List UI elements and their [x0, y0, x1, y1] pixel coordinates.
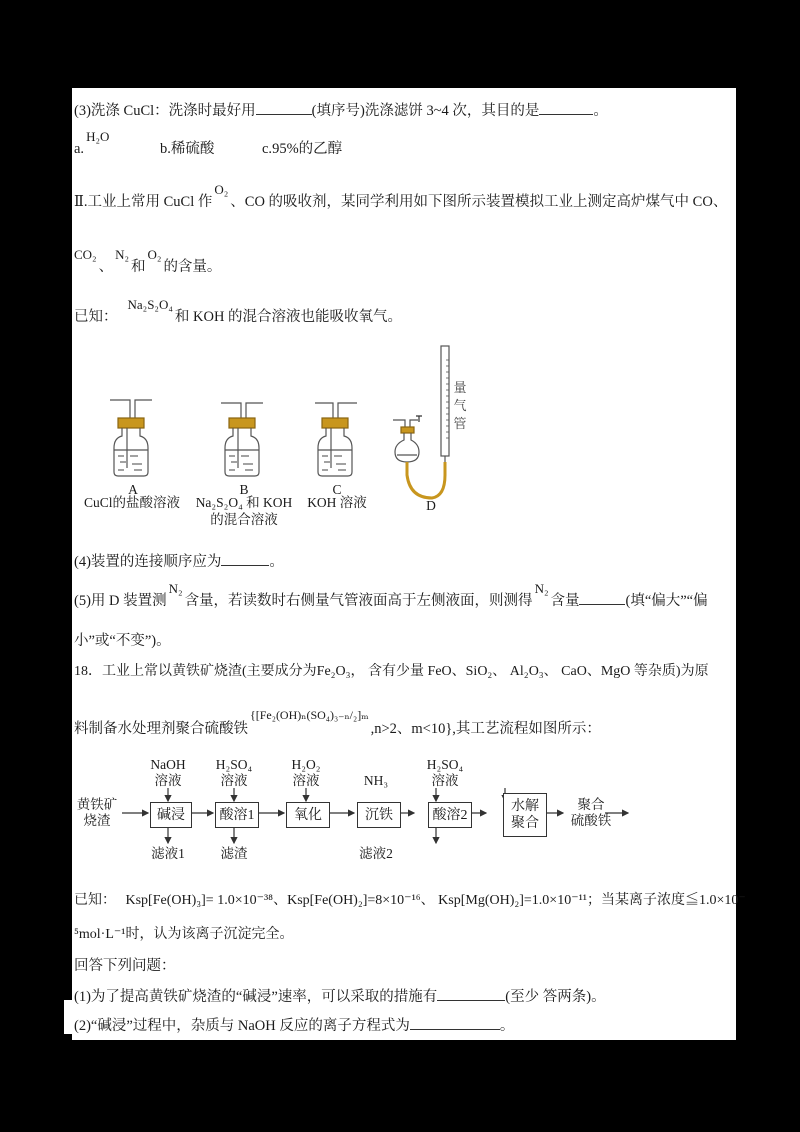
q18-1-end: (至少 答两条)。 [505, 989, 606, 1005]
output-filtrate-1: 滤液1 [151, 846, 185, 861]
q3-text-b: (填序号)洗涤滤饼 3~4 次，其目的是 [311, 103, 540, 119]
q5-text-a: (5)用 D 装置测 [74, 593, 167, 609]
reagent-h2so4-1: H₂SO₄ 溶液 [215, 757, 253, 788]
gas-washing-bottle-c-icon [315, 403, 357, 476]
input-material: 黄铁矿 烧渣 [76, 797, 118, 828]
option-a-formula: H₂O [86, 129, 110, 144]
part2-known [74, 297, 403, 326]
q18-line1: 18．工业上常以黄铁矿烧渣(主要成分为Fe₂O₃， 含有少量 FeO、SiO₂、 Al₂O₃、 CaO、MgO 等杂质)为原 [74, 664, 709, 679]
part2-end: 的含量。 [163, 259, 222, 275]
ksp-fe-oh-2: Ksp[Fe(OH)₂]=8×10⁻¹⁶ [287, 893, 421, 908]
ksp-fe-oh-3: Ksp[Fe(OH)₃]= 1.0×10⁻³⁸ [125, 893, 274, 908]
q5-line1 [74, 581, 708, 610]
step-acid-dissolve-1: 酸溶1 [215, 802, 259, 828]
and-text: 和 [131, 259, 146, 275]
desc-a: CuCl的盐酸溶液 [83, 495, 180, 510]
q18-2-text: (2)“碱浸”过程中，杂质与 NaOH 反应的离子方程式为 [74, 1018, 410, 1034]
q3-blank-2[interactable] [539, 100, 593, 115]
formula-n2: N₂ [534, 581, 549, 596]
q5-text-c: 含量 [550, 593, 580, 609]
gas-burette-apparatus-d-icon [393, 346, 449, 498]
reagent-nh3: NH₃ [363, 773, 389, 788]
formula-n2: N₂ [115, 247, 130, 262]
reagent-h2so4-2: H₂SO₄ 溶液 [426, 757, 464, 788]
formula-n2: N₂ [168, 581, 183, 596]
formula-o2: O₂ [214, 182, 229, 197]
product: 聚合 硫酸铁 [570, 797, 612, 828]
reagent-h2o2: H₂O₂ 溶液 [291, 757, 321, 788]
burette-label: 量气管 [453, 381, 467, 432]
formula-co2: CO₂ [74, 247, 97, 262]
option-a-key: a. [74, 141, 85, 157]
q4 [74, 551, 284, 571]
formula-o2: O₂ [147, 247, 162, 262]
q3-stem [74, 100, 608, 120]
q4-text: (4)装置的连接顺序应为 [74, 554, 222, 570]
part2-line2 [74, 247, 222, 276]
part2-text-a: Ⅱ.工业上常用 CuCl 作 [74, 194, 213, 210]
q3-options [74, 129, 343, 158]
q3-blank-1[interactable] [256, 100, 312, 115]
q4-blank[interactable] [221, 551, 269, 566]
q18-1 [74, 986, 606, 1006]
known-ksp-line2: ⁵mol·L⁻¹时，认为该离子沉淀完全。 [74, 927, 294, 942]
known-label: 已知： [74, 309, 118, 325]
label-b: B [239, 482, 249, 497]
option-c: c.95%的乙醇 [262, 141, 343, 157]
output-residue: 滤渣 [220, 846, 248, 861]
q18-1-blank[interactable] [437, 986, 505, 1001]
gas-washing-bottle-b-icon [221, 403, 263, 476]
step-iron-precipitation: 沉铁 [357, 802, 401, 828]
formula-polyferric-sulfate: {[Fe₂(OH)ₙ(SO₄)₃₋ₙ/₂]ₘ [250, 708, 369, 722]
q18-2 [74, 1015, 514, 1035]
desc-b-line2: 的混合溶液 [210, 512, 278, 527]
label-a: A [128, 482, 138, 497]
q18-line2 [74, 708, 601, 738]
q5-text-b: 含量，若读数时右侧量气管液面高于左侧液面，则测得 [184, 593, 533, 609]
desc-c: KOH 溶液 [307, 495, 367, 510]
q18-text-b: ,n>2、m<10},其工艺流程如图所示： [370, 721, 601, 737]
q5-blank[interactable] [579, 590, 625, 605]
step-alkali-leach: 碱浸 [150, 802, 192, 828]
separator: 、 [98, 259, 114, 275]
known-ksp-line1: 已知： Ksp[Fe(OH)₃]= 1.0×10⁻³⁸、Ksp[Fe(OH)₂]=8×10⁻¹⁶、 Ksp[Mg(OH)₂]=1.0×10⁻¹¹；当某离子浓度≦1.0×10⁻ [74, 893, 746, 908]
page-edge [64, 1000, 72, 1034]
q18-text-a: 料制备水处理剂聚合硫酸铁 [74, 721, 248, 737]
label-d: D [426, 498, 436, 513]
label-c: C [332, 482, 342, 497]
q5-line2: 小”或“不变”)。 [74, 633, 171, 649]
q18-2-end: 。 [499, 1018, 515, 1034]
part2-text-b: 、CO 的吸收剂，某同学利用如下图所示装置模拟工业上测定高炉煤气中 CO、 [230, 194, 728, 210]
known-text: 和 KOH 的混合溶液也能吸收氧气。 [174, 309, 403, 325]
step-acid-dissolve-2: 酸溶2 [428, 802, 472, 828]
reagent-naoh: NaOH 溶液 [150, 757, 186, 788]
answer-header: 回答下列问题： [74, 958, 176, 974]
step-oxidation: 氧化 [286, 802, 330, 828]
desc-b-line1: Na₂S₂O₄ 和 KOH [195, 495, 293, 510]
ksp-condition: ；当某离子浓度≦1.0×10⁻ [587, 893, 746, 908]
step-hydrolysis-polymerization: 水解 聚合 [503, 793, 547, 837]
q3-end: 。 [593, 103, 608, 119]
ksp-mg-oh-2: Ksp[Mg(OH)₂]=1.0×10⁻¹¹ [438, 893, 587, 908]
q3-text-a: (3)洗涤 CuCl：洗涤时最好用 [74, 103, 256, 119]
q5-text-d: (填“偏大”“偏 [625, 593, 708, 609]
q4-end: 。 [269, 554, 284, 570]
q18-1-text: (1)为了提高黄铁矿烧渣的“碱浸”速率，可以采取的措施有 [74, 989, 438, 1005]
gas-washing-bottle-a-icon [110, 400, 152, 476]
q18-2-blank[interactable] [410, 1015, 500, 1030]
output-filtrate-2: 滤液2 [359, 846, 393, 861]
part2-line1 [74, 182, 728, 211]
formula-na2s2o4: Na₂S₂O₄ [127, 297, 173, 312]
option-b: b.稀硫酸 [160, 141, 215, 157]
known2-label: 已知： [74, 893, 116, 908]
